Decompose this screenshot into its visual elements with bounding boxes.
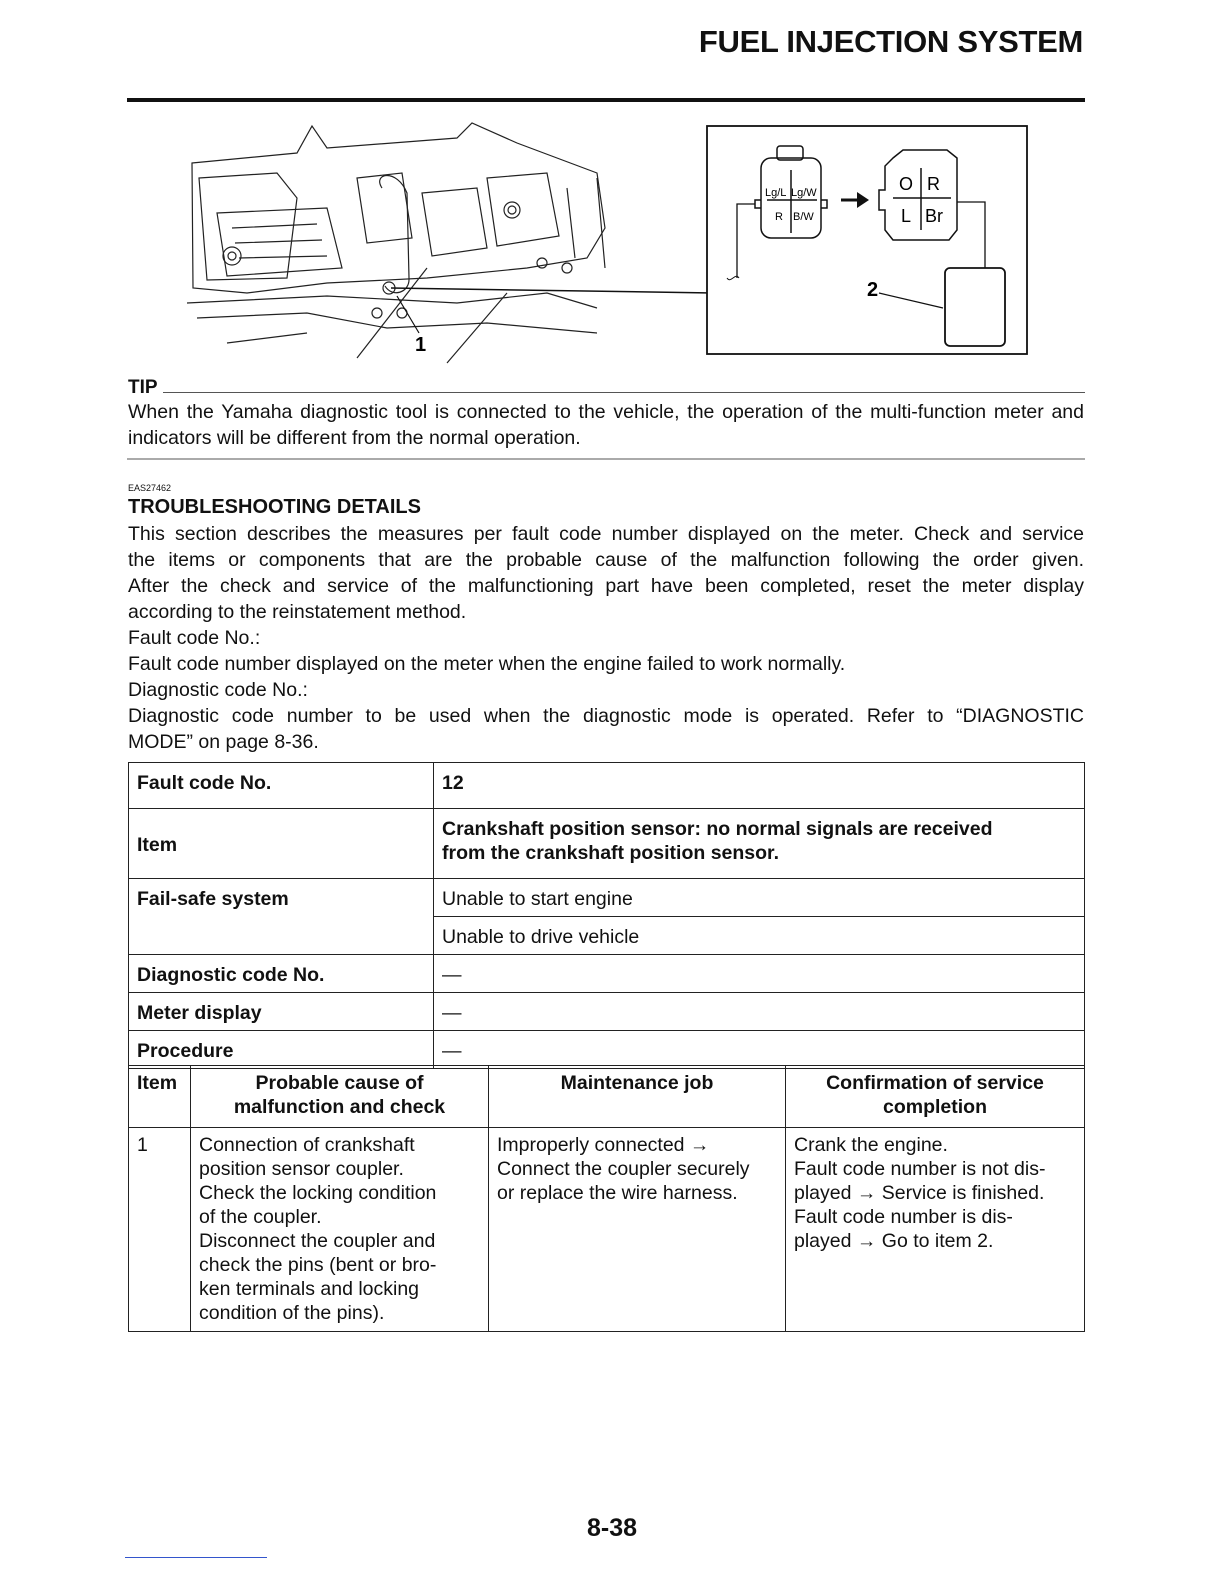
- cause-line: Check the locking condition: [199, 1182, 437, 1204]
- confirm-line: Fault code number is not dis-: [794, 1158, 1046, 1180]
- page-number: 8-38: [586, 1514, 638, 1542]
- diagnostic-code-line-2: MODE” on page 8-36.: [128, 731, 319, 753]
- tip-rule: [163, 392, 1085, 393]
- cause-line: Disconnect the coupler and: [199, 1230, 436, 1252]
- tip-text: When the Yamaha diagnostic tool is connected to the vehicle, the operation of the multi-function meter and indicators will be different from the normal operation.: [128, 401, 1084, 449]
- harness-illustration: [127, 118, 1085, 368]
- intro-line-4: according to the reinstatement method.: [128, 601, 467, 623]
- coupler-right-pin-4: Br: [925, 206, 943, 226]
- table-row: [129, 993, 1085, 1031]
- coupler-right-pin-1: O: [899, 174, 914, 194]
- fault-code-value-cell: 12: [434, 763, 1085, 809]
- confirm-line: played → Service is finished.: [794, 1182, 1045, 1204]
- table-row: [129, 1031, 1085, 1069]
- table-row: [129, 809, 1085, 879]
- header-cause-line-2: malfunction and check: [233, 1096, 446, 1118]
- coupler-left-pin-1: Lg/L: [765, 187, 787, 199]
- table-row: [129, 879, 1085, 917]
- table-row: [129, 1128, 1085, 1332]
- failsafe-label-cell: Fail-safe system: [129, 879, 434, 955]
- table-row: [129, 763, 1085, 809]
- fault-code-label-cell: Fault code No.: [129, 763, 434, 809]
- diag-code-value-cell: —: [434, 955, 1085, 993]
- fault-code-label: Fault code No.:: [128, 627, 261, 649]
- tip-label: TIP: [128, 377, 158, 398]
- cause-line: Connection of crankshaft: [199, 1134, 415, 1156]
- frame-drawing: [187, 123, 605, 363]
- header-confirmation: [786, 1066, 1085, 1128]
- item-label-cell: Item: [129, 809, 434, 879]
- probable-cause-table: [128, 1065, 1085, 1332]
- coupler-left-pin-2: Lg/W: [791, 187, 817, 199]
- procedure-value-cell: —: [434, 1031, 1085, 1069]
- page-header-title: FUEL INJECTION SYSTEM: [698, 24, 1083, 59]
- job-line: or replace the wire harness.: [497, 1182, 738, 1204]
- row-1-number: 1: [129, 1128, 191, 1332]
- fault-code-description: Fault code number displayed on the meter when the engine failed to work normally.: [128, 653, 846, 675]
- intro-line-1: This section describes the measures per fault code number displayed on the meter. Check and service: [128, 523, 1084, 545]
- item-value-line-1: Crankshaft position sensor: no normal signals are received: [442, 818, 993, 840]
- diagnostic-code-line-1: Diagnostic code number to be used when the diagnostic mode is operated. Refer to “DIAGNOSTIC: [128, 705, 1084, 727]
- section-heading: TROUBLESHOOTING DETAILS: [128, 496, 421, 518]
- job-line: Connect the coupler securely: [497, 1158, 750, 1180]
- leader-line-to-inset: [391, 288, 713, 293]
- section-code: EAS27462: [128, 483, 172, 493]
- confirm-line: Fault code number is dis-: [794, 1206, 1013, 1228]
- intro-line-3: After the check and service of the malfunctioning part have been completed, reset the meter display: [128, 575, 1084, 597]
- fault-code-table: [128, 762, 1085, 1069]
- coupler-left-pin-3: R: [775, 211, 783, 223]
- header-cause-line-1: Probable cause of: [255, 1072, 424, 1094]
- tip-bottom-rule: [127, 458, 1085, 460]
- confirm-line: Crank the engine.: [794, 1134, 948, 1156]
- cause-line: condition of the pins).: [199, 1302, 385, 1324]
- item-value-cell: [434, 809, 1085, 879]
- header-probable-cause: [191, 1066, 489, 1128]
- table-row: [129, 955, 1085, 993]
- harness-figure: [127, 118, 1085, 368]
- intro-line-2: the items or components that are the probable cause of the malfunction following the order given.: [128, 549, 1084, 571]
- crankshaft-sensor: [945, 268, 1005, 346]
- row-1-confirmation: [786, 1128, 1085, 1332]
- coupler-left-pin-4: B/W: [793, 211, 814, 223]
- item-value-line-2: from the crankshaft position sensor.: [442, 842, 779, 864]
- procedure-label-cell: Procedure: [129, 1031, 434, 1069]
- callout-1-label: 1: [415, 334, 427, 356]
- coupler-right-pin-3: L: [901, 206, 912, 226]
- header-item: Item: [129, 1066, 191, 1128]
- header-maintenance-job: Maintenance job: [489, 1066, 786, 1128]
- cause-line: ken terminals and locking: [199, 1278, 420, 1300]
- header-confirm-line-2: completion: [882, 1096, 987, 1118]
- failsafe-value-1: Unable to start engine: [434, 879, 1085, 917]
- cause-line: of the coupler.: [199, 1206, 322, 1228]
- diagnostic-code-label: Diagnostic code No.:: [128, 679, 308, 701]
- callout-2-label: 2: [867, 279, 879, 301]
- job-line: Improperly connected →: [497, 1134, 710, 1156]
- confirm-line: played → Go to item 2.: [794, 1230, 994, 1252]
- header-confirm-line-1: Confirmation of service: [826, 1072, 1044, 1094]
- meter-display-label-cell: Meter display: [129, 993, 434, 1031]
- failsafe-value-2: Unable to drive vehicle: [434, 917, 1085, 955]
- cause-line: position sensor coupler.: [199, 1158, 404, 1180]
- cause-line: check the pins (bent or bro-: [199, 1254, 437, 1276]
- coupler-right-pin-2: R: [927, 174, 940, 194]
- row-1-cause: [191, 1128, 489, 1332]
- meter-display-value-cell: —: [434, 993, 1085, 1031]
- footer-rule: [125, 1557, 267, 1558]
- row-1-maintenance-job: [489, 1128, 786, 1332]
- table-header-row: [129, 1066, 1085, 1128]
- diag-code-label-cell: Diagnostic code No.: [129, 955, 434, 993]
- header-rule: [127, 98, 1085, 102]
